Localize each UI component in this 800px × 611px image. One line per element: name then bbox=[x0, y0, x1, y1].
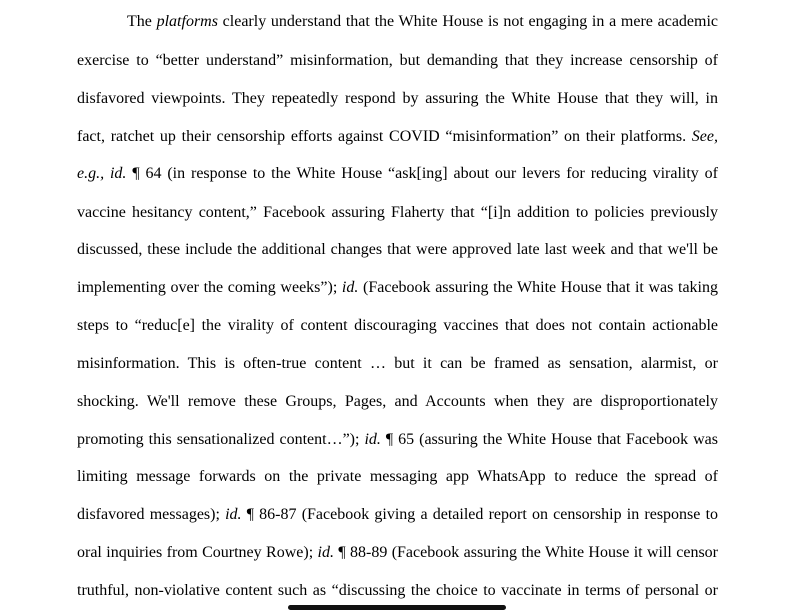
body-text: limiting message forwards on the private messaging app WhatsApp to reduce the spread of bbox=[77, 468, 718, 485]
paragraph-line bbox=[77, 163, 718, 185]
body-text: discussed, these include the additional changes that were approved late last week and that we'll be bbox=[77, 241, 718, 258]
paragraph-line bbox=[77, 580, 718, 602]
paragraph-line bbox=[77, 391, 718, 413]
paragraph-line bbox=[77, 50, 718, 72]
paragraph-line bbox=[77, 504, 718, 526]
body-text: shocking. We'll remove these Groups, Pages, and Accounts when they are disproportionately bbox=[77, 393, 718, 410]
paragraph-line bbox=[77, 277, 718, 299]
body-text: oral inquiries from Courtney Rowe); bbox=[77, 544, 318, 561]
body-text: ¶ 86-87 (Facebook giving a detailed report on censorship in response to bbox=[241, 506, 719, 523]
body-text: vaccine hesitancy content,” Facebook assuring Flaherty that “[i]n addition to policies previously bbox=[77, 204, 718, 221]
italic-text: platforms bbox=[156, 13, 218, 30]
body-text: steps to “reduc[e] the virality of content discouraging vaccines that does not contain actionable bbox=[77, 317, 718, 334]
italic-text: id. bbox=[317, 544, 334, 561]
body-text: fact, ratchet up their censorship efforts against COVID “misinformation” on their platforms. bbox=[77, 128, 692, 145]
body-text: ¶ 64 (in response to the White House “ask[ing] about our levers for reducing virality of bbox=[126, 165, 719, 182]
body-text: ¶ 88-89 (Facebook assuring the White House it will censor bbox=[333, 544, 718, 561]
paragraph-line bbox=[77, 353, 718, 375]
paragraph-line bbox=[77, 466, 718, 488]
body-text: (Facebook assuring the White House that it was taking bbox=[358, 279, 719, 296]
paragraph-line bbox=[127, 11, 718, 33]
body-text: clearly understand that the White House is not engaging in a mere academic bbox=[217, 13, 719, 30]
body-text: misinformation. This is often-true content … but it can be framed as sensation, alarmist, or bbox=[77, 355, 718, 372]
body-text: implementing over the coming weeks”); bbox=[77, 279, 342, 296]
paragraph-line bbox=[77, 202, 718, 224]
italic-text: e.g., id. bbox=[77, 165, 127, 182]
home-indicator[interactable] bbox=[288, 605, 506, 610]
paragraph-line bbox=[77, 239, 718, 261]
italic-text: id. bbox=[341, 279, 359, 296]
paragraph-line bbox=[77, 315, 718, 337]
paragraph-line bbox=[77, 429, 718, 451]
body-text: ¶ 65 (assuring the White House that Facebook was bbox=[380, 431, 719, 448]
italic-text: id. bbox=[364, 431, 381, 448]
body-text: The bbox=[127, 13, 157, 30]
paragraph-line bbox=[77, 542, 718, 564]
paragraph-line bbox=[77, 126, 718, 148]
italic-text: See, bbox=[691, 128, 718, 145]
body-text: promoting this sensationalized content…”); bbox=[77, 431, 365, 448]
italic-text: id. bbox=[225, 506, 242, 523]
body-text: disfavored messages); bbox=[77, 506, 226, 523]
body-text: exercise to “better understand” misinformation, but demanding that they increase censorship of bbox=[77, 52, 718, 69]
body-text: truthful, non-violative content such as “discussing the choice to vaccinate in terms of personal or bbox=[77, 582, 718, 599]
paragraph-line bbox=[77, 88, 718, 110]
body-text: disfavored viewpoints. They repeatedly respond by assuring the White House that they will, in bbox=[77, 90, 718, 107]
